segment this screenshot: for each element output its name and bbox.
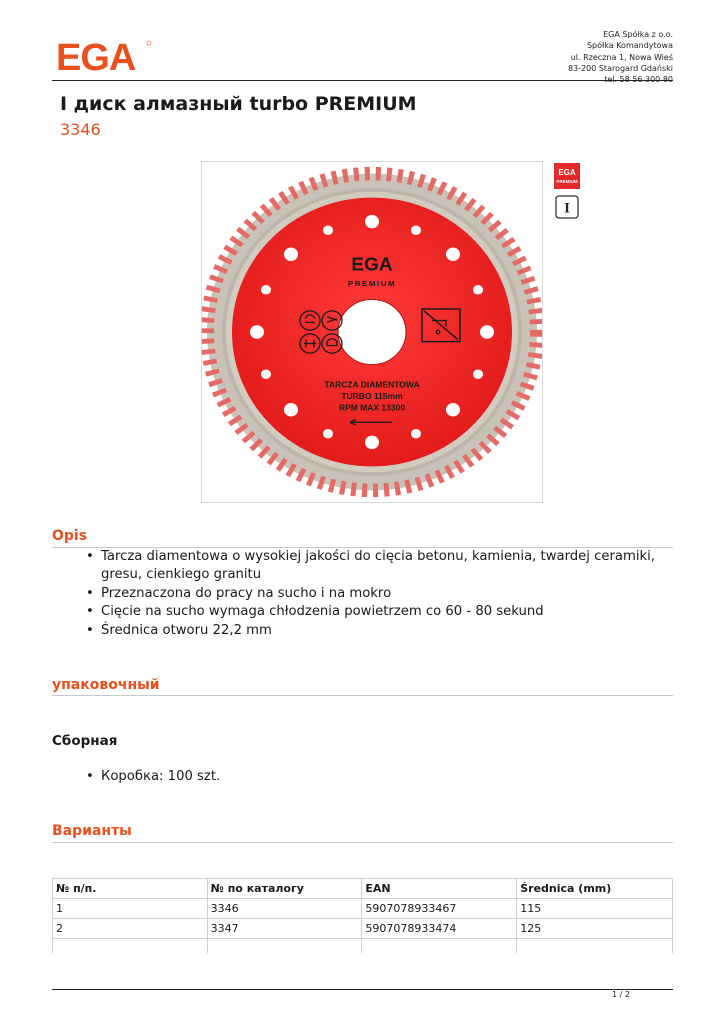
table-cell: 115 <box>517 899 673 919</box>
table-cell <box>517 939 673 954</box>
table-cell: 5907078933467 <box>362 899 517 919</box>
section-divider <box>52 842 673 843</box>
column-header: № по каталогу <box>207 879 362 899</box>
table-cell: 3347 <box>207 919 362 939</box>
type-letter: I <box>564 200 570 217</box>
list-item: • Cięcie na sucho wymaga chłodzenia powietrzem co 60 - 80 sekund <box>84 603 669 621</box>
diamond-disc-image <box>202 162 542 502</box>
table-row <box>53 899 673 919</box>
header-divider <box>52 80 673 81</box>
company-name: EGA Spółka z o.o. <box>603 30 673 39</box>
table-row <box>53 919 673 939</box>
disc-line: PREMIUM <box>347 279 397 288</box>
table-header-row <box>53 879 673 899</box>
badge-brand: EGA <box>558 168 576 177</box>
column-header: № п/п. <box>53 879 208 899</box>
column-header: EAN <box>362 879 517 899</box>
company-city: 83-200 Starogard Gdański <box>567 63 673 73</box>
product-code: 3346 <box>60 120 101 139</box>
type-i-icon <box>555 195 579 219</box>
page-number: 1 / 2 <box>612 990 630 999</box>
product-title: I диск алмазный turbo PREMIUM <box>60 93 417 115</box>
table-cell: 3346 <box>207 899 362 919</box>
table-cell <box>53 939 208 954</box>
badge-premium: PREMIUM <box>556 179 578 184</box>
packaging-list <box>84 768 669 786</box>
table-cell: 125 <box>517 919 673 939</box>
section-heading-packaging: упаковочный <box>52 677 160 693</box>
company-street: ul. Rzeczna 1, Nowa Wieś <box>570 52 673 62</box>
description-list <box>84 548 669 640</box>
table-cell: 5907078933474 <box>362 919 517 939</box>
disc-label-2: TURBO 115mm <box>341 391 403 402</box>
table-row <box>53 939 673 954</box>
table-cell <box>207 939 362 954</box>
disc-label-1: TARCZA DIAMENTOWA <box>324 379 420 390</box>
list-item: • Tarcza diamentowa o wysokiej jakości do cięcia betonu, kamienia, twardej ceramiki, gresu, cienkiego granitu <box>84 548 669 585</box>
variants-table <box>52 878 673 953</box>
list-item: • Przeznaczona do pracy na sucho i na mokro <box>84 585 669 603</box>
table-cell <box>362 939 517 954</box>
logo-text: EGA <box>56 38 136 74</box>
packaging-subheading: Сборная <box>52 733 118 749</box>
disc-brand: EGA <box>351 253 393 275</box>
list-item: • Коробка: 100 szt. <box>84 768 669 786</box>
product-image <box>201 161 543 503</box>
section-heading-description: Opis <box>52 528 88 544</box>
ega-logo <box>56 38 156 74</box>
footer-divider <box>52 989 673 990</box>
table-cell: 2 <box>53 919 208 939</box>
table-cell: 1 <box>53 899 208 919</box>
company-form: Spółka Komandytowa <box>586 41 673 51</box>
section-heading-variants: Варианты <box>52 823 132 839</box>
registered-mark-icon <box>147 41 151 45</box>
company-info <box>568 29 673 85</box>
column-header: Średnica (mm) <box>517 879 673 899</box>
list-item: • Średnica otworu 22,2 mm <box>84 622 669 640</box>
section-divider <box>52 695 673 696</box>
ega-premium-badge <box>554 163 580 189</box>
disc-label-3: RPM MAX 13300 <box>338 402 406 413</box>
